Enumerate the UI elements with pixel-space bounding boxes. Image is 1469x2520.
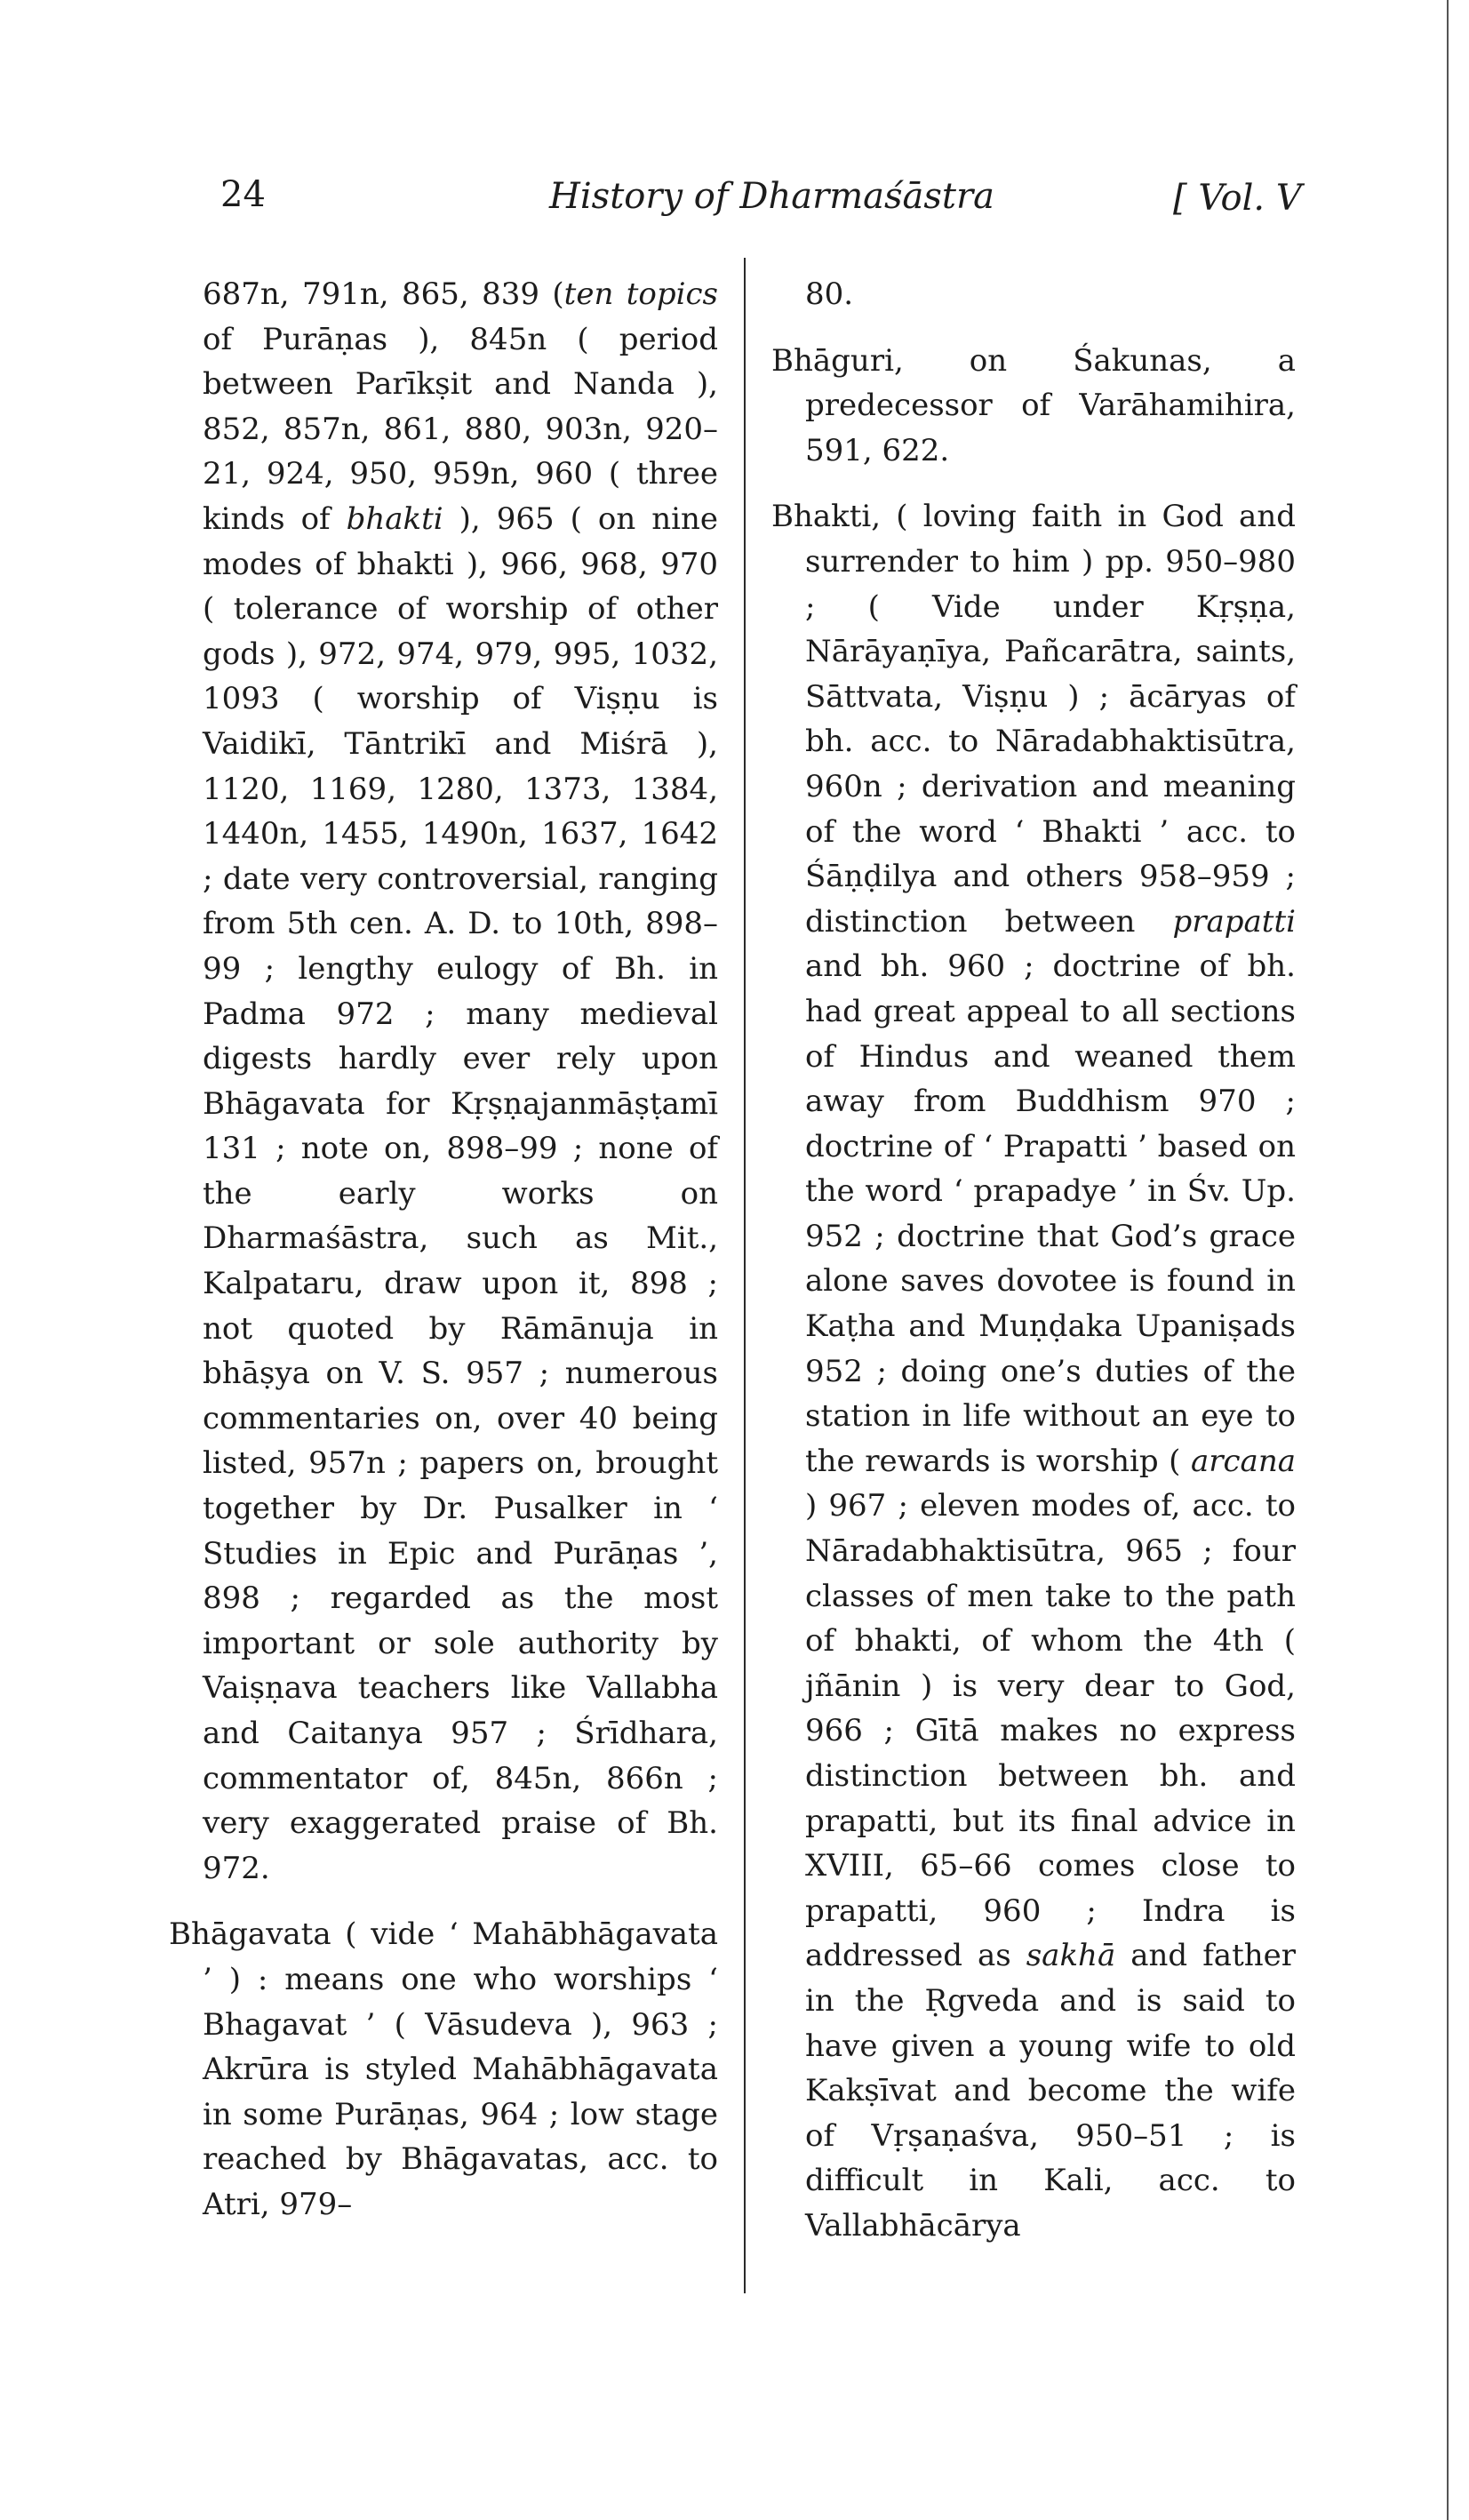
entry-italic-fragment: prapatti <box>1172 903 1296 940</box>
entry-heading: Bhāguri, <box>771 342 904 379</box>
entry-text-fragment: ), 965 ( on nine modes of bhakti ), 966, 968, 970 ( tolerance of worship of other gods ), 972, 974, 979, 995, 1032, 1093 ( worship of Viṣṇu is Vaidikī, Tāntrikī and Miśrā ), 1120, 1169, 1280, 1373, 1384, 1440n, 1455, 1490n, 1637, 1642 ; date very controversial, ranging from 5th cen. A. D. to 10th, 898–99 ; lengthy eulogy of Bh. in Padma 972 ; many medieval digests hardly ever rely upon Bhāgavata for Kṛṣṇajanmāṣṭamī 131 ; note on, 898–99 ; none of the early works on Dharmaśāstra, such as Mit., Kalpataru, draw upon it, 898 ; not quoted by Rāmānuja in bhāṣya on V. S. 957 ; numerous commentaries on, over 40 being listed, 957n ; papers on, brought together by Dr. Pusalker in ‘ Studies in Epic and Purāṇas ’, 898 ; regarded as the most important or sole authority by Vaiṣṇava teachers like Vallabha and Caitanya 957 ; Śrīdhara, commentator of, 845n, 866n ; very exaggerated praise of Bh. 972. <box>203 500 718 1886</box>
entry-body: ) 967 ; eleven modes of, acc. to Nāradabhaktisūtra, 965 ; four classes of men take to the path of bhakti, of whom the 4th ( jñānin ) is very dear to God, 966 ; Gītā makes no express distinction between bh. and prapatti, but its final advice in XVIII, 65–66 comes close to prapatti, 960 ; Indra is addressed as <box>805 1488 1296 1974</box>
entry-body: ( vide ‘ Mahābhāgavata ’ ) : means one who worships ‘ Bhagavat ’ ( Vāsudeva ), 963 ; Akrūra is styled Mahābhāgavata in some Purāṇas, 964 ; low stage reached by Bhāgavatas, acc. to Atri, 979– <box>203 1916 718 2222</box>
index-entry-bhagavata <box>169 1912 718 2227</box>
entry-body: and father in the Ṛgveda and is said to have given a young wife to old Kakṣīvat and become the wife of Vṛṣaṇaśva, 950–51 ; is difficult in Kali, acc. to Vallabhācārya <box>805 1938 1297 2244</box>
index-entry-bhaguri <box>771 339 1296 474</box>
entry-italic-fragment: arcana <box>1190 1443 1296 1479</box>
entry-italic-fragment: bhakti <box>346 500 443 537</box>
entry-text-fragment: of Purāṇas ), 845n ( period between Parīkṣit and Nanda ), 852, 857n, 861, 880, 903n, 920–21, 924, 950, 959n, 960 ( three kinds of <box>203 321 718 537</box>
entry-body: on Śakunas, a predecessor of Varāhamihira, 591, 622. <box>805 342 1296 468</box>
running-title: History of Dharmaśāstra <box>549 176 994 217</box>
continued-entry-text: 80. <box>805 276 854 312</box>
entry-heading: Bhakti, <box>771 499 882 535</box>
page-header <box>0 174 1469 236</box>
entry-italic-fragment: sakhā <box>1026 1938 1116 1974</box>
index-entry-bhakti <box>771 494 1296 2248</box>
page-edge-rule <box>1447 0 1449 2520</box>
entry-body: and bh. 960 ; doctrine of bh. had great appeal to all sections of Hindus and weaned them away from Buddhism 970 ; doctrine of ‘ Prapatti ’ based on the word ‘ prapadye ’ in Śv. Up. 952 ; doctrine that God’s grace alone saves dovotee is found in Kaṭha and Muṇḍaka Upaniṣads 952 ; doing one’s duties of the station in life without an eye to the rewards is worship ( <box>805 948 1296 1479</box>
column-divider <box>744 258 746 2293</box>
index-column-left <box>169 272 718 2249</box>
entry-text-fragment: 687n, 791n, 865, 839 ( <box>203 276 564 312</box>
volume-label: [ Vol. V <box>1173 178 1302 219</box>
entry-heading: Bhāgavata <box>169 1916 331 1953</box>
entry-italic-fragment: ten topics <box>563 276 718 312</box>
index-column-right <box>771 272 1296 2270</box>
entry-body: ( loving faith in God and surrender to him ) pp. 950–980 ; ( Vide under Kṛṣṇa, Nārāyaṇīya, Pañcarātra, saints, Sāttvata, Viṣṇu ) ; ācāryas of bh. acc. to Nāradabhaktisūtra, 960n ; derivation and meaning of the word ‘ Bhakti ’ acc. to Śāṇḍilya and others 958–959 ; distinction between <box>805 499 1296 940</box>
continued-entry-text <box>169 272 718 1891</box>
page-number: 24 <box>220 174 266 215</box>
